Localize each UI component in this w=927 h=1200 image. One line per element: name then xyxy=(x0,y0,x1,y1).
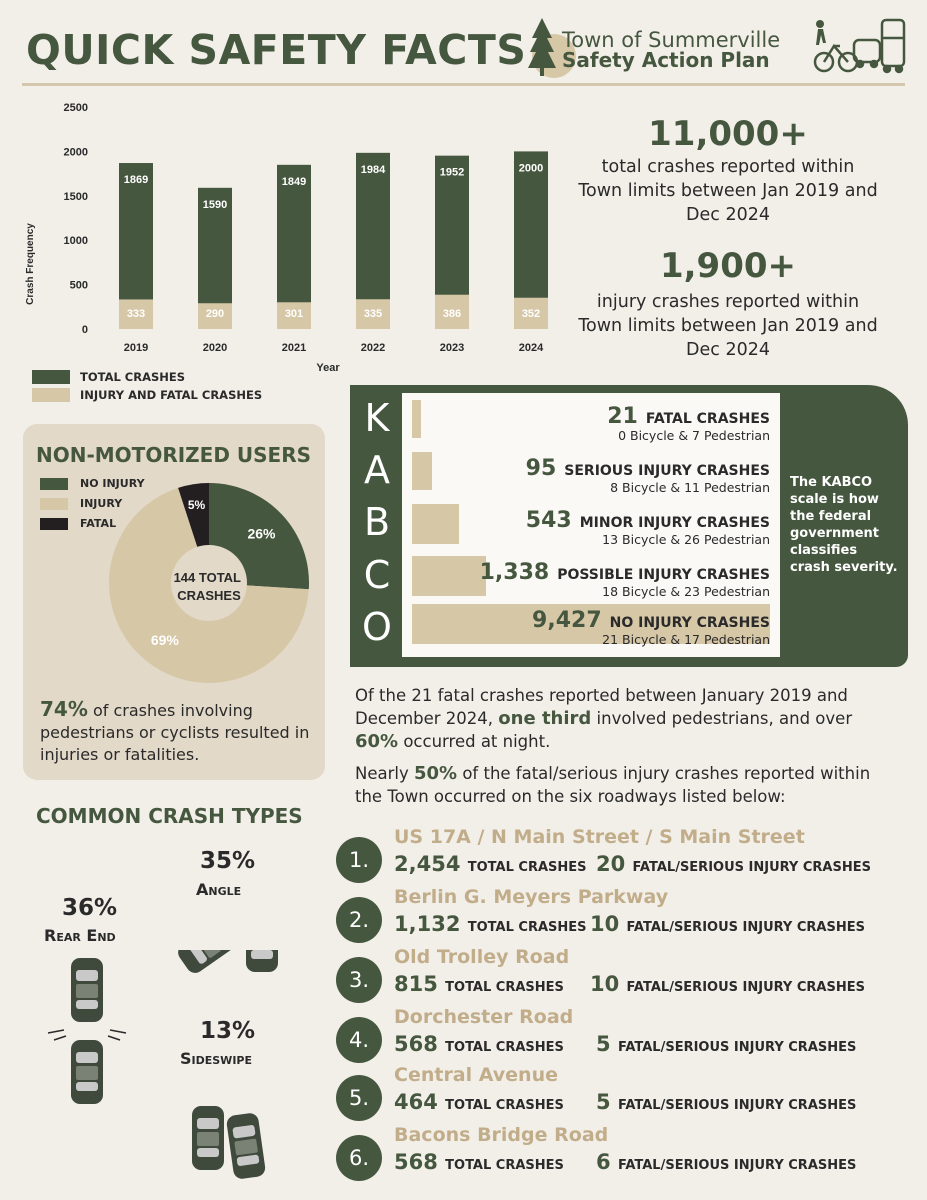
y-axis-label: Crash Frequency xyxy=(25,223,36,305)
roadway-rank-badge: 2. xyxy=(336,897,382,943)
stat-total-crashes-number: 11,000+ xyxy=(648,114,808,154)
roadway-total-crashes xyxy=(394,1150,564,1174)
kabco-row-count: 21 xyxy=(607,404,638,429)
roadway-fatal-label: FATAL/SERIOUS INJURY CRASHES xyxy=(617,1040,857,1055)
legend-label-total: TOTAL CRASHES xyxy=(80,370,186,384)
roadway-fatal-crashes xyxy=(596,1032,856,1056)
kabco-row-detail: 0 Bicycle & 7 Pedestrian xyxy=(618,428,770,443)
bar-total-value-label: 1869 xyxy=(123,174,149,187)
roadway-fatal-crashes xyxy=(590,972,865,996)
roadway-fatal-count: 20 xyxy=(596,852,633,876)
kabco-row-count: 95 xyxy=(525,456,557,481)
sideswipe-label: Sideswipe xyxy=(180,1049,252,1068)
roadway-fatal-count: 5 xyxy=(596,1090,618,1114)
bar-total-value-label: 1952 xyxy=(439,166,465,179)
angle-percent: 35% xyxy=(200,848,256,874)
legend-swatch-injury xyxy=(40,498,68,510)
rear-end-percent: 36% xyxy=(62,895,118,921)
non-motorized-donut-chart xyxy=(100,474,318,692)
roadway-intro-part-2: of the fatal/serious injury crashes reported within the Town occurred on the six roadways listed below: xyxy=(355,764,871,806)
rear-end-label: Rear End xyxy=(44,926,116,945)
roadway-name: Central Avenue xyxy=(394,1064,558,1086)
roadway-total-count: 464 xyxy=(394,1090,446,1114)
logo-plan-name: Safety Action Plan xyxy=(562,48,770,72)
roadway-total-count: 1,132 xyxy=(394,912,468,936)
sideswipe-car-left-icon xyxy=(192,1106,224,1170)
roadway-fatal-crashes xyxy=(596,1090,856,1114)
bar-injury-value-label: 290 xyxy=(205,308,225,320)
roadway-fatal-count: 6 xyxy=(596,1150,618,1174)
legend-item-injury-fatal xyxy=(32,388,262,402)
x-axis-label: Year xyxy=(316,362,340,374)
kabco-row-label: FATAL CRASHES xyxy=(645,411,770,427)
roadway-intro-part-1: Nearly xyxy=(355,764,414,783)
roadway-total-label: TOTAL CRASHES xyxy=(445,1158,564,1173)
donut-center-line-1: 144 TOTAL xyxy=(173,570,241,585)
roadway-fatal-crashes xyxy=(596,852,871,876)
donut-slice-label: 5% xyxy=(187,497,206,512)
roadway-name: US 17A / N Main Street / S Main Street xyxy=(394,826,805,848)
kabco-row-label: SERIOUS INJURY CRASHES xyxy=(564,463,770,479)
kabco-row-label: MINOR INJURY CRASHES xyxy=(579,515,770,531)
kabco-row-heading xyxy=(400,560,770,585)
roadway-total-crashes xyxy=(394,1032,564,1056)
y-tick-label: 2000 xyxy=(63,146,88,159)
crash-types-title: COMMON CRASH TYPES xyxy=(36,804,303,828)
kabco-row-heading xyxy=(400,508,770,533)
roadway-total-label: TOTAL CRASHES xyxy=(467,920,587,935)
roadway-fatal-count: 5 xyxy=(596,1032,618,1056)
roadway-name: Dorchester Road xyxy=(394,1006,574,1028)
roadway-name: Old Trolley Road xyxy=(394,946,570,968)
logo-town-name: Town of Summerville xyxy=(562,28,781,52)
stat-injury-crashes-text: injury crashes reported within Town limits between Jan 2019 and Dec 2024 xyxy=(578,292,878,360)
x-tick-label: 2023 xyxy=(439,342,465,354)
roadway-total-crashes xyxy=(394,1090,564,1114)
roadway-total-label: TOTAL CRASHES xyxy=(445,1098,564,1113)
roadway-name: Berlin G. Meyers Parkway xyxy=(394,886,669,908)
sideswipe-percent: 13% xyxy=(200,1018,256,1044)
bar-injury-value-label: 333 xyxy=(126,308,146,320)
car-icon xyxy=(854,40,880,67)
y-tick-label: 0 xyxy=(81,324,88,336)
roadway-total-crashes xyxy=(394,912,587,936)
roadway-total-crashes xyxy=(394,852,587,876)
legend-label-no-injury: NO INJURY xyxy=(80,477,145,490)
roadway-total-count: 568 xyxy=(394,1032,446,1056)
bar-injury-value-label: 352 xyxy=(521,308,541,320)
roadway-fatal-label: FATAL/SERIOUS INJURY CRASHES xyxy=(617,1158,857,1173)
kabco-note: The KABCO scale is how the federal government classifies crash severity. xyxy=(790,475,898,575)
non-motorized-footnote xyxy=(40,698,310,766)
kabco-letter-a: A xyxy=(364,448,390,492)
crash-frequency-bar-chart xyxy=(18,92,566,382)
roadway-fatal-count: 10 xyxy=(590,972,627,996)
roadway-total-label: TOTAL CRASHES xyxy=(467,860,587,875)
kabco-row-detail: 18 Bicycle & 23 Pedestrian xyxy=(602,584,770,599)
kabco-row-detail: 13 Bicycle & 26 Pedestrian xyxy=(602,532,770,547)
legend-item-total xyxy=(32,370,262,384)
y-tick-label: 2500 xyxy=(63,102,88,114)
x-tick-label: 2019 xyxy=(123,342,149,354)
kabco-row-heading xyxy=(400,456,770,481)
fatal-paragraph-60pct: 60% xyxy=(355,731,399,752)
sideswipe-car-right-icon xyxy=(226,1112,267,1180)
kabco-letter-k: K xyxy=(364,396,390,440)
page-title: QUICK SAFETY FACTS xyxy=(26,26,527,74)
bar-total-value-label: 1590 xyxy=(202,198,228,211)
roadway-fatal-label: FATAL/SERIOUS INJURY CRASHES xyxy=(626,980,865,995)
roadway-total-count: 568 xyxy=(394,1150,446,1174)
roadway-intro-50pct: 50% xyxy=(413,763,458,784)
bar-total-value-label: 1849 xyxy=(281,175,307,188)
bar-injury-value-label: 301 xyxy=(284,308,304,320)
bus-icon xyxy=(882,20,904,72)
x-tick-label: 2020 xyxy=(202,342,228,354)
rear-end-impact-icon xyxy=(48,1030,126,1040)
stat-total-crashes-text: total crashes reported within Town limits between Jan 2019 and Dec 2024 xyxy=(578,157,878,225)
kabco-letter-o: O xyxy=(362,605,392,649)
crash-type-illustrations xyxy=(30,950,310,1180)
legend-label-injury-fatal: INJURY AND FATAL CRASHES xyxy=(80,388,263,402)
footnote-percent: 74% xyxy=(40,697,88,721)
legend-swatch-fatal xyxy=(40,518,68,530)
legend-swatch-injury-fatal xyxy=(32,388,70,402)
kabco-letter-c: C xyxy=(363,553,391,597)
kabco-row-label: POSSIBLE INJURY CRASHES xyxy=(557,567,770,583)
fatal-paragraph-part-3: occurred at night. xyxy=(398,732,551,751)
fatal-paragraph-part-1: Of the 21 fatal crashes reported between January 2019 and December 2024, xyxy=(355,686,848,728)
roadway-fatal-label: FATAL/SERIOUS INJURY CRASHES xyxy=(626,920,865,935)
kabco-row-count: 1,338 xyxy=(479,560,550,585)
donut-slice-label: 26% xyxy=(247,525,276,542)
footnote-text: of crashes involving pedestrians or cyclists resulted in injuries or fatalities. xyxy=(40,701,310,764)
legend-swatch-no-injury xyxy=(40,478,68,490)
bar-total-value-label: 1984 xyxy=(360,163,386,176)
y-tick-label: 500 xyxy=(69,279,88,292)
roadway-fatal-label: FATAL/SERIOUS INJURY CRASHES xyxy=(632,860,871,875)
x-tick-label: 2022 xyxy=(360,342,386,354)
roadway-total-crashes xyxy=(394,972,564,996)
roadway-fatal-crashes xyxy=(596,1150,856,1174)
kabco-row-count: 9,427 xyxy=(532,608,602,633)
rear-end-car-rear-icon xyxy=(71,1040,103,1104)
stat-injury-crashes-number: 1,900+ xyxy=(659,246,797,286)
donut-center-line-2: CRASHES xyxy=(177,588,241,603)
pedestrian-icon xyxy=(816,20,826,45)
roadway-intro-paragraph xyxy=(355,762,885,808)
kabco-row-label: NO INJURY CRASHES xyxy=(609,615,770,631)
legend-label-fatal: FATAL xyxy=(80,517,117,530)
bar-injury-value-label: 386 xyxy=(442,308,462,320)
bicycle-icon xyxy=(815,46,857,71)
roadway-total-count: 815 xyxy=(394,972,446,996)
bar-total-value-label: 2000 xyxy=(518,162,544,175)
fatal-crash-paragraph xyxy=(355,684,875,753)
legend-swatch-total xyxy=(32,370,70,384)
bar-chart-legend xyxy=(32,370,262,402)
kabco-row-detail: 8 Bicycle & 11 Pedestrian xyxy=(610,480,770,495)
bar-injury-value-label: 335 xyxy=(363,308,383,320)
non-motorized-title: NON-MOTORIZED USERS xyxy=(36,443,312,467)
kabco-row-heading xyxy=(400,404,770,429)
roadway-total-count: 2,454 xyxy=(394,852,468,876)
fatal-paragraph-one-third: one third xyxy=(498,708,592,729)
roadway-total-label: TOTAL CRASHES xyxy=(445,980,564,995)
kabco-row-heading xyxy=(400,608,770,633)
y-tick-label: 1000 xyxy=(63,235,88,248)
angle-label: Angle xyxy=(196,880,242,899)
kabco-row-count: 543 xyxy=(525,508,572,533)
roadway-fatal-count: 10 xyxy=(590,912,627,936)
kabco-row-detail: 21 Bicycle & 17 Pedestrian xyxy=(602,632,770,647)
roadway-rank-badge: 4. xyxy=(336,1017,382,1063)
rear-end-car-front-icon xyxy=(71,958,103,1022)
y-tick-label: 1500 xyxy=(63,190,88,203)
roadway-name: Bacons Bridge Road xyxy=(394,1124,609,1146)
donut-slice-label: 69% xyxy=(150,631,179,648)
x-tick-label: 2024 xyxy=(518,342,544,354)
roadway-fatal-crashes xyxy=(590,912,865,936)
x-tick-label: 2021 xyxy=(281,342,307,354)
roadway-rank-badge: 3. xyxy=(336,957,382,1003)
fatal-paragraph-part-2: involved pedestrians, and over xyxy=(591,709,853,728)
header-divider xyxy=(22,83,905,86)
legend-label-injury: INJURY xyxy=(80,497,123,510)
angle-car-upright-icon xyxy=(246,950,278,972)
roadway-total-label: TOTAL CRASHES xyxy=(445,1040,564,1055)
angle-car-tilted-icon xyxy=(175,950,246,976)
roadway-rank-badge: 1. xyxy=(336,837,382,883)
roadway-rank-badge: 5. xyxy=(336,1075,382,1121)
kabco-letter-b: B xyxy=(363,500,391,544)
roadway-fatal-label: FATAL/SERIOUS INJURY CRASHES xyxy=(617,1098,857,1113)
roadway-rank-badge: 6. xyxy=(336,1135,382,1181)
